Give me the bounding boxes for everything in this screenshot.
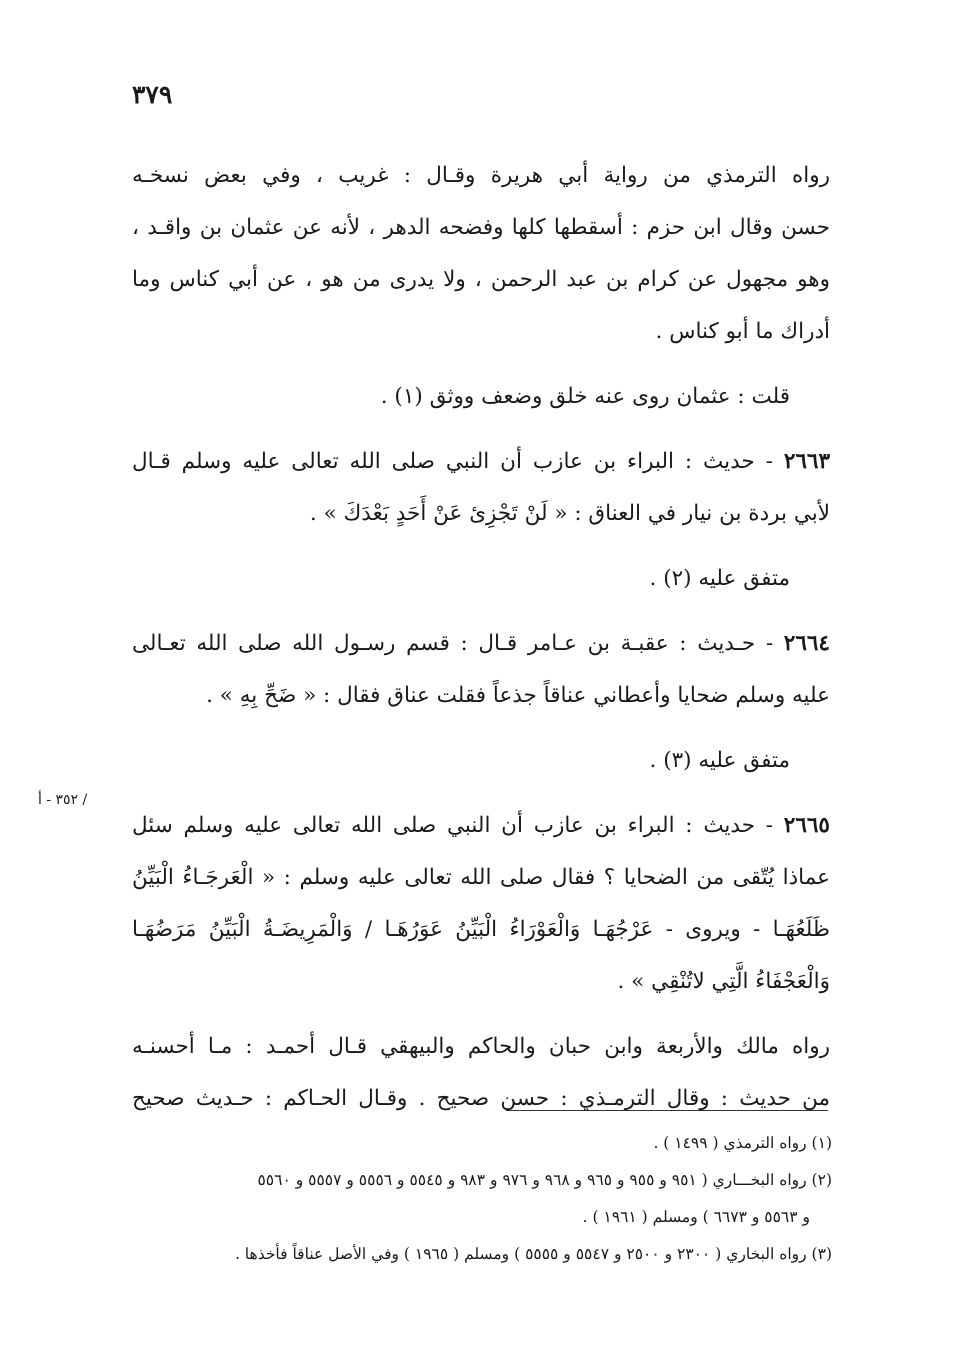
body-text	[132, 150, 830, 1138]
text-span: - حـديث : عقبـة بن عـامر قـال : قسم رسـول الله صلى الله تعـالى	[132, 631, 774, 656]
hadith-number: ٢٦٦٤	[783, 631, 830, 656]
margin-note: / ٣٥٢ - أ	[38, 792, 88, 808]
hadith-number: ٢٦٦٥	[783, 813, 830, 838]
footnote-continuation: و ٥٥٦٣ و ٦٦٧٣ ) ومسلم ( ١٩٦١ ) .	[582, 1208, 810, 1226]
text-span: - حديث : البراء بن عازب أن النبي صلى الله تعالى عليه وسلم قـال	[132, 449, 773, 474]
paragraph	[132, 150, 830, 358]
text-line: متفق عليه (٢) .	[649, 566, 790, 591]
footnote: (٢) رواه البخـــاري ( ٩٥١ و ٩٥٥ و ٩٦٥ و ٩٦٨ و ٩٧٦ و ٩٨٣ و ٥٥٤٥ و ٥٥٥٦ و ٥٥٥٧ و ٥٥٦٠	[257, 1171, 832, 1189]
text-line	[132, 618, 830, 670]
paragraph	[132, 735, 830, 787]
text-line: عليه وسلم ضحايا وأعطاني عناقاً جذعاً فقلت عناق فقال : « ضَحِّ بِهِ » .	[206, 683, 830, 708]
text-line	[132, 436, 830, 488]
text-line: وهو مجهول عن كرام بن عبد الرحمن ، ولا يدرى من هو ، عن أبي كناس وما	[132, 267, 830, 292]
text-line	[132, 800, 830, 852]
text-line: متفق عليه (٣) .	[649, 748, 790, 773]
text-line: لأبي بردة بن نيار في العناق : « لَنْ تَجْزِئ عَنْ أَحَدٍ بَعْدَكَ » .	[309, 501, 830, 526]
text-line: رواه الترمذي من رواية أبي هريرة وقـال : غريب ، وفي بعض نسخـه	[132, 163, 830, 188]
text-line: وَالْعَجْفَاءُ الَّتِي لاتُنْقِي » .	[617, 969, 830, 994]
text-line: أدراك ما أبو كناس .	[655, 319, 830, 344]
text-line: حسن وقال ابن حزم : أسقطها كلها وفضحه الدهر ، لأنه عن عثمان بن واقـد ،	[132, 215, 830, 240]
page-number: ٣٧٩	[132, 80, 173, 109]
hadith-paragraph	[132, 618, 830, 722]
hadith-paragraph	[132, 800, 830, 1008]
text-line: قلت : عثمان روى عنه خلق وضعف ووثق (١) .	[380, 384, 790, 409]
footnotes	[132, 1125, 832, 1273]
footnote-divider	[506, 1110, 828, 1111]
footnote: (١) رواه الترمذي ( ١٤٩٩ ) .	[653, 1134, 832, 1152]
paragraph	[132, 371, 830, 423]
hadith-number: ٢٦٦٣	[783, 449, 831, 474]
text-line: من حديث : وقال الترمـذي : حسن صحيح . وقـال الحـاكم : حـديث صحيح	[132, 1086, 830, 1111]
text-span: - حديث : البراء بن عازب أن النبي صلى الله تعالى عليه وسلم سئل	[132, 813, 774, 838]
hadith-paragraph	[132, 436, 830, 540]
text-line: عماذا يُتّقى من الضحايا ؟ فقال صلى الله تعالى عليه وسلم : « الْعَرجَـاءُ الْبَيِّنُ	[132, 865, 830, 890]
paragraph	[132, 553, 830, 605]
text-line: ظَلَعُهَـا - ويروى - عَرْجُهَـا وَالْعَوْرَاءُ الْبَيِّنُ عَوَرُهَـا / وَالْمَرِيضَـةُ الْبَيِّنُ مَرَضُهَـا	[132, 917, 830, 942]
text-line: رواه مالك والأربعة وابن حبان والحاكم والبيهقي قـال أحمـد : مـا أحسنـه	[132, 1034, 830, 1059]
footnote: (٣) رواه البخاري ( ٢٣٠٠ و ٢٥٠٠ و ٥٥٤٧ و ٥٥٥٥ ) ومسلم ( ١٩٦٥ ) وفي الأصل عناقاً فأخذها .	[234, 1245, 832, 1263]
